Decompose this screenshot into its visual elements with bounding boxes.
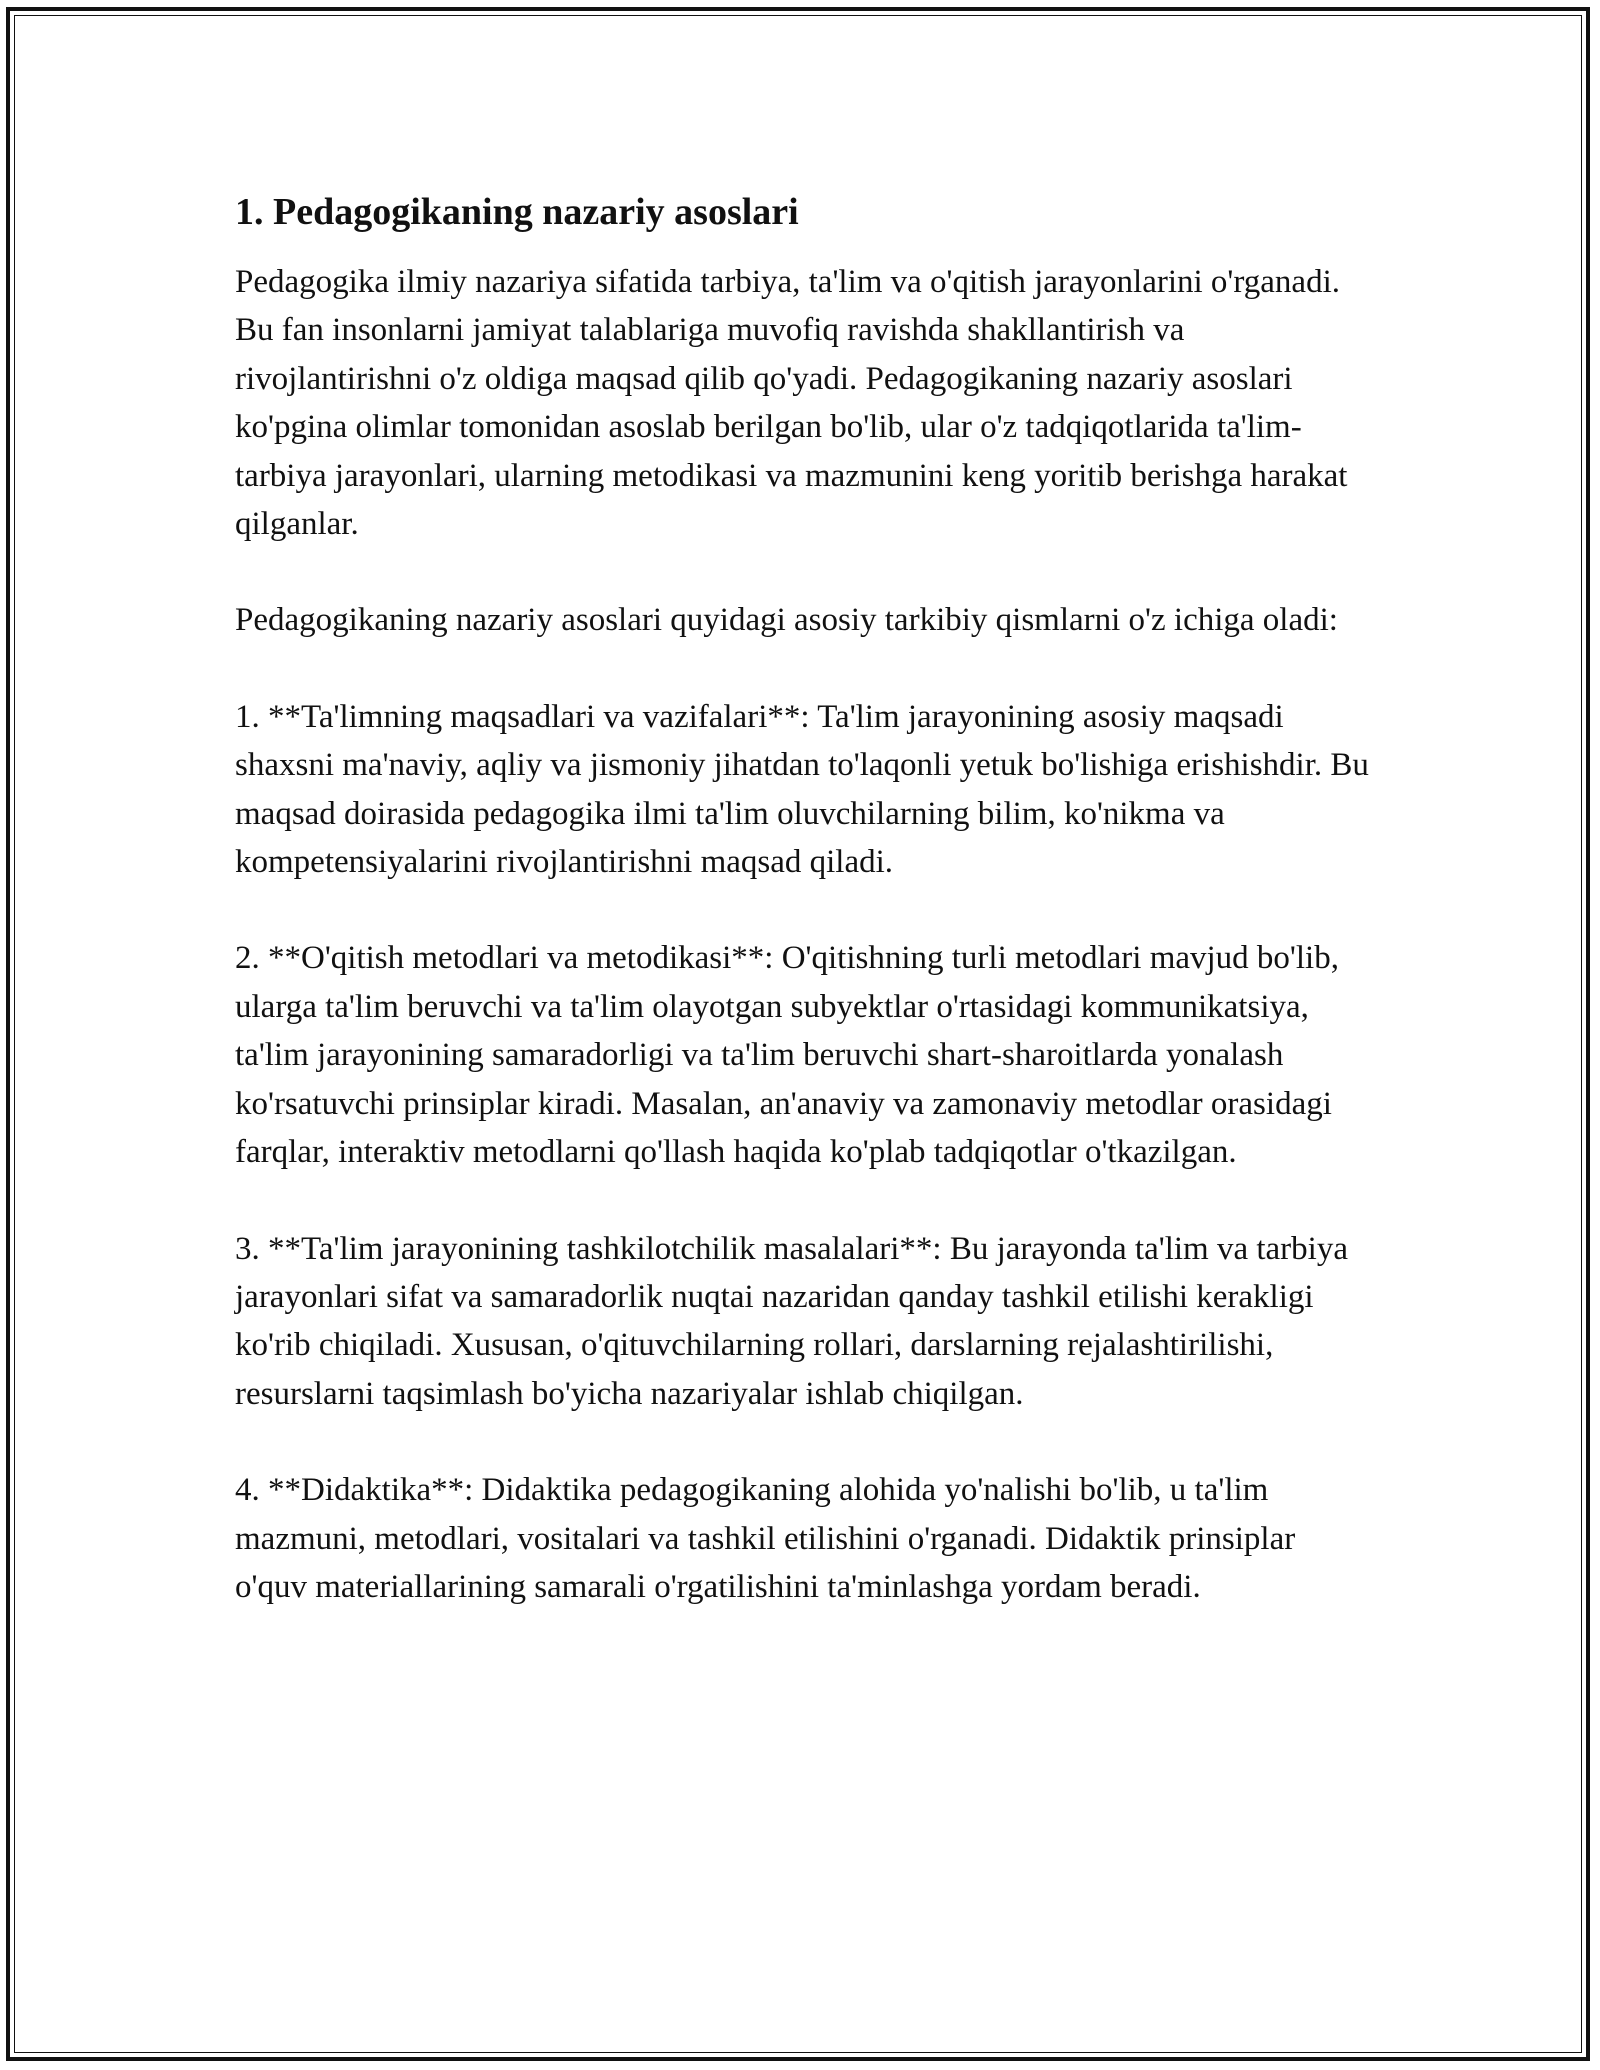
list-item-organization: 3. **Ta'lim jarayonining tashkilotchilik masalalari**: Bu jarayonda ta'lim va tarbiya jarayonlari sifat va samaradorlik nuqtai nazaridan qanday tashkil etilishi kerakligi ko'rib chiqiladi. Xususan, o'qituvchilarning rollari, darslarning rejalashtirilishi, resurslarni taqsimlash bo'yicha nazariyalar ishlab chiqilgan. [235,1230,1348,1412]
intro-paragraph: Pedagogika ilmiy nazariya sifatida tarbiya, ta'lim va o'qitish jarayonlarini o'rganadi. Bu fan insonlarni jamiyat talablariga muvofiq ravishda shakllantirish va rivojlantirishni o'z oldiga maqsad qilib qo'yadi. Pedagogikaning nazariy asoslari ko'pgina olimlar tomonidan asoslab berilgan bo'lib, ular o'z tadqiqotlarida ta'lim-tarbiya jarayonlari, ularning metodikasi va mazmunini keng yoritib berishga harakat qilganlar. [235,264,1348,543]
list-item-goals: 1. **Ta'limning maqsadlari va vazifalari**: Ta'lim jarayonining asosiy maqsadi shaxsni ma'naviy, aqliy va jismoniy jihatdan to'laqonli yetuk bo'lishiga erishishdir. Bu maqsad doirasida pedagogika ilmi ta'lim oluvchilarning bilim, ko'nikma va kompetensiyalarini rivojlantirishni maqsad qiladi. [235,698,1369,881]
components-intro-paragraph: Pedagogikaning nazariy asoslari quyidagi asosiy tarkibiy qismlarni o'z ichiga oladi: [235,602,1338,639]
section-heading: 1. Pedagogikaning nazariy asoslari [235,191,799,233]
document-body [235,186,1375,1659]
list-item-methods: 2. **O'qitish metodlari va metodikasi**: O'qitishning turli metodlari mavjud bo'lib, ularga ta'lim beruvchi va ta'lim olayotgan subyektlar o'rtasidagi kommunikatsiya, ta'lim jarayonining samaradorligi va ta'lim beruvchi shart-sharoitlarda yonalash ko'rsatuvchi prinsiplar kiradi. Masalan, an'anaviy va zamonaviy metodlar orasidagi farqlar, interaktiv metodlarni qo'llash haqida ko'plab tadqiqotlar o'tkazilgan. [235,940,1339,1171]
list-item-didactics: 4. **Didaktika**: Didaktika pedagogikaning alohida yo'nalishi bo'lib, u ta'lim mazmuni, metodlari, vositalari va tashkil etilishini o'rganadi. Didaktik prinsiplar o'quv materiallarining samarali o'rgatilishini ta'minlashga yordam beradi. [235,1472,1296,1605]
